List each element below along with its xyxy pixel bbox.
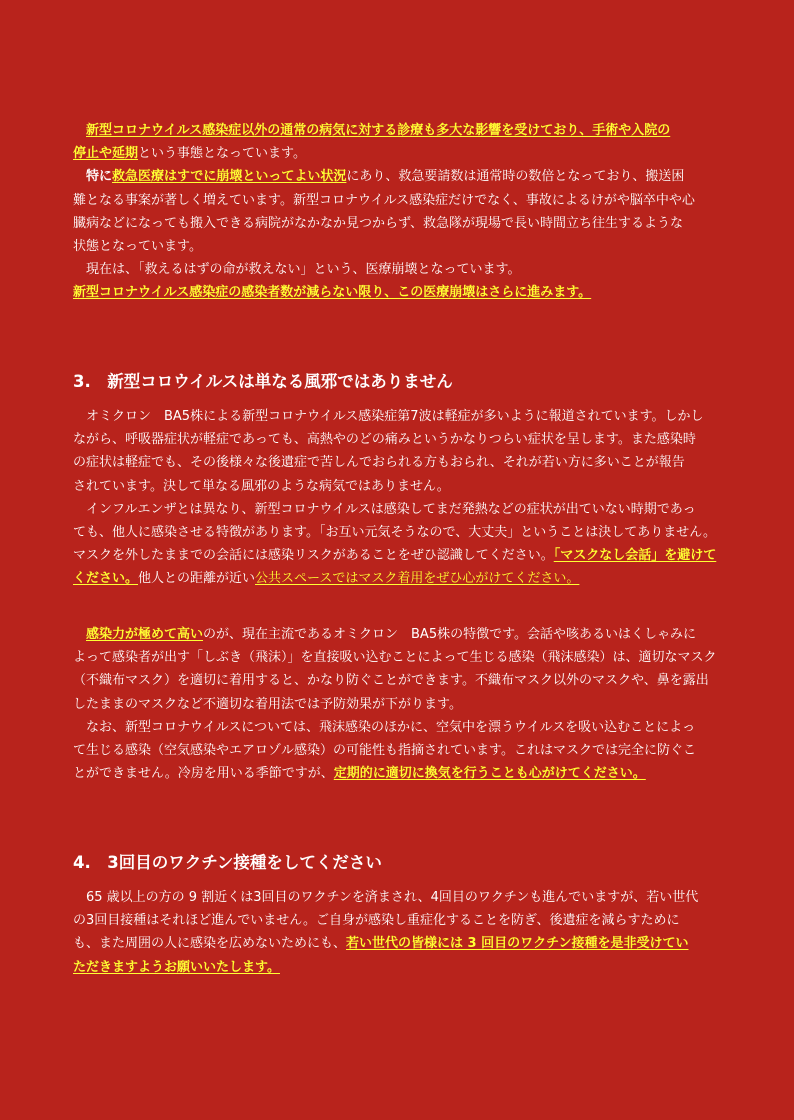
paragraph-line — [73, 932, 723, 955]
section-3-body-2 — [73, 623, 723, 785]
paragraph-line: したままのマスクなど不適切な着用法では予防効果が下がります。 — [73, 696, 462, 712]
body-text: にあり、救急要請数は通常時の数倍となっており、搬送困 — [346, 169, 685, 185]
paragraph-line: インフルエンザとは異なり、新型コロナウイルスは感染してまだ発熱などの症状が出ていない時期であっ — [86, 501, 696, 517]
intro-line-3 — [73, 165, 723, 188]
highlight-text: 救急医療はすでに崩壊といってよい状況 — [112, 169, 347, 185]
paragraph-line: ても、他人に感染させる特徴があります。「お互い元気そうなので、大丈夫」ということは決してありません。 — [73, 524, 716, 540]
body-text: 他人との距離が近い — [138, 571, 256, 587]
paragraph-line: よって感染者が出す「しぶき（飛沫）」を直接吸い込むことによって生じる感染（飛沫感染）は、適切なマスク — [73, 650, 717, 666]
bold-text: 特に — [86, 169, 113, 185]
paragraph-line — [73, 567, 723, 590]
intro-line-2 — [73, 142, 723, 165]
paragraph-line — [73, 762, 723, 785]
highlight-text: 若い世代の皆様には 3 回目のワクチン接種を是非受けてい — [346, 936, 689, 952]
paragraph-line: されています。決して単なる風邪のような病気ではありません。 — [73, 478, 450, 494]
section-4-body — [73, 886, 723, 979]
body-text: とができません。冷房を用いる季節ですが、 — [73, 766, 334, 782]
highlight-text: 感染力が極めて高い — [86, 627, 204, 642]
intro-line-1 — [73, 119, 723, 142]
section-4-heading: 4. 3回目のワクチン接種をしてください — [73, 853, 382, 872]
highlight-text: 定期的に適切に換気を行うことも心がけてください。 — [333, 766, 646, 782]
body-text: のが、現在主流であるオミクロン BA5株の特徴です。会話や咳あるいはくしゃみに — [203, 627, 697, 642]
highlight-text: ください。 — [73, 571, 139, 587]
intro-section — [73, 119, 723, 305]
body-text: マスクを外したままでの会話には感染リスクがあることをぜひ認識してください。 — [73, 548, 554, 564]
section-3-body — [73, 405, 723, 591]
paragraph-line: の3回目接種はそれほど進んでいません。ご自身が感染し重症化することを防ぎ、後遺症を減らすために — [73, 913, 680, 929]
intro-line-5: 臓病などになっても搬入できる病院がなかなか見つからず、救急隊が現場で長い時間立ち往生するような — [73, 215, 683, 231]
intro-line-4: 難となる事案が著しく増えています。新型コロナウイルス感染症だけでなく、事故によるけがや脳卒中や心 — [73, 192, 695, 208]
highlight-text: 新型コロナウイルス感染症の感染者数が減らない限り、この医療崩壊はさらに進みます。 — [73, 285, 592, 301]
paragraph-line — [73, 623, 723, 646]
paragraph-line: オミクロン BA5株による新型コロナウイルス感染症第7波は軽症が多いように報道されています。しかし — [86, 409, 704, 424]
underlined-text: 公共スペースではマスク着用をぜひ心がけてください。 — [255, 571, 580, 587]
section-3-heading: 3. 新型コロウイルスは単なる風邪ではありません — [73, 372, 453, 391]
body-text: も、また周囲の人に感染を広めないためにも、 — [73, 936, 347, 952]
paragraph-line: 65 歳以上の方の 9 割近くは3回目のワクチンを済まされ、4回目のワクチンも進んでいますが、若い世代 — [86, 890, 699, 905]
highlight-text: 停止や延期 — [73, 146, 139, 162]
highlight-text: 新型コロナウイルス感染症以外の通常の病気に対する診療も多大な影響を受けており、手術や入院の — [86, 123, 671, 138]
highlight-text: 「マスクなし会話」を避けて — [553, 548, 717, 564]
paragraph-line: （不織布マスク）を適切に着用すると、かなり防ぐことができます。不織布マスク以外のマスクや、鼻を露出 — [73, 673, 709, 689]
paragraph-line — [73, 544, 723, 567]
paragraph-line: て生じる感染（空気感染やエアロゾル感染）の可能性も指摘されています。これはマスクでは完全に防ぐこ — [73, 742, 696, 758]
paragraph-line: の症状は軽症でも、その後様々な後遺症で苦しんでおられる方もおられ、それが若い方に多いことが報告 — [73, 455, 685, 471]
body-text: という事態となっています。 — [138, 146, 306, 162]
paragraph-line — [73, 956, 723, 979]
intro-line-7: 現在は、「救えるはずの命が救えない」という、医療崩壊となっています。 — [86, 262, 521, 278]
highlight-text: ただきますようお願いいたします。 — [73, 959, 280, 975]
paragraph-line: なお、新型コロナウイルスについては、飛沫感染のほかに、空気中を漂うウイルスを吸い込むことによっ — [86, 719, 696, 735]
intro-line-6: 状態となっています。 — [73, 238, 202, 254]
intro-line-8 — [73, 281, 723, 304]
paragraph-line: ながら、呼吸器症状が軽症であっても、高熱やのどの痛みというかなりつらい症状を呈します。また感染時 — [73, 432, 696, 448]
